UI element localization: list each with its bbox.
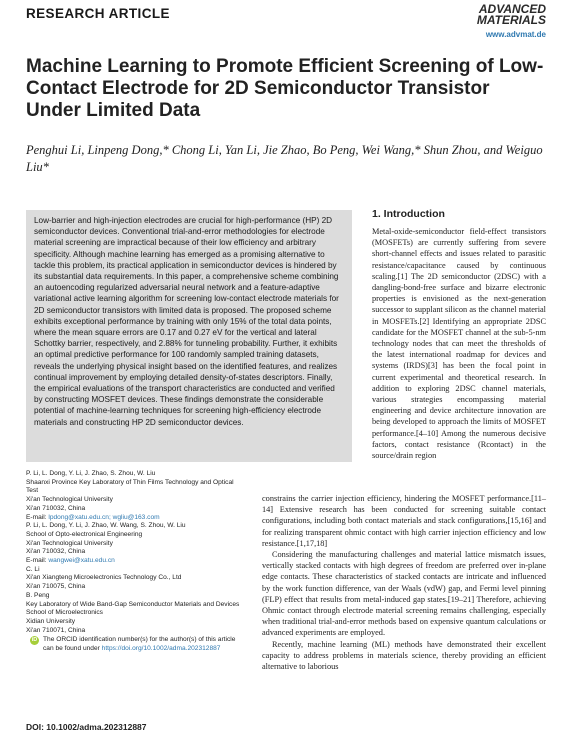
introduction-wide-text bbox=[262, 493, 546, 672]
affiliation-3-city: Xi'an 710075, China bbox=[26, 583, 86, 591]
journal-url-link[interactable]: www.advmat.de bbox=[485, 30, 546, 39]
affiliation-4-lab: Key Laboratory of Wide Band-Gap Semiconductor Materials and Devices bbox=[26, 600, 240, 608]
affiliation-2-university: Xi'an Technological University bbox=[26, 539, 113, 547]
affiliation-1-names: P. Li, L. Dong, Y. Li, J. Zhao, S. Zhou, W. Liu bbox=[26, 470, 156, 477]
affiliation-4-names: B. Peng bbox=[26, 591, 50, 599]
author-list: Penghui Li, Linpeng Dong,* Chong Li, Yan Li, Jie Zhao, Bo Peng, Wei Wang,* Shun Zhou, and Weiguo Liu* bbox=[26, 143, 543, 174]
orcid-line-1: The ORCID identification number(s) for the author(s) of this article bbox=[43, 636, 236, 644]
article-type-label: RESEARCH ARTICLE bbox=[26, 6, 170, 21]
orcid-icon: iD bbox=[31, 637, 38, 644]
journal-logo-line-1: ADVANCED bbox=[478, 2, 546, 16]
email-label: E-mail: bbox=[26, 513, 47, 521]
email-label: E-mail: bbox=[26, 557, 47, 565]
affiliation-4-school: School of Microelectronics bbox=[26, 609, 103, 617]
journal-logo bbox=[477, 4, 546, 25]
affiliation-4-city: Xi'an 710071, China bbox=[26, 626, 86, 634]
affiliation-2-school: School of Opto-electronical Engineering bbox=[26, 530, 143, 538]
affiliation-3-names: C. Li bbox=[26, 565, 40, 573]
paragraph: Considering the manufacturing challenges and material lattice mismatch issues, vertically stacked contacts with high degrees of freedom are preferred over in-plane edge contacts. These characteristics of stacked contacts are intricate and influenced by the work function difference, van der Waals (vdW) gap, and Fermi level pinning (FLP) effect that results from metal-induced gap states.[19–21] Therefore, achieving Ohmic contact through electrode material screening remains challenging, especially when traditional trial-and-error methods based on expensive quantum calculations or advanced experiments are employed. bbox=[262, 550, 546, 638]
affiliation-1-city: Xi'an 710032, China bbox=[26, 504, 86, 512]
abstract-box: Low-barrier and high-injection electrodes are crucial for high-performance (HP) 2D semiconductor devices. Conventional trial-and-error methodologies for electrode material screening are impractical because of their low efficiency and arbitrary specificity. Although machine learning has emerged as a promising alternative to tackle this problem, its practical application in semiconductor devices is hindered by its substantial data requirements. In this paper, a comprehensive scheme combining an autoencoding regularized adversarial neural network and a feature-adaptive variational active learning algorithm for screening low-contact electrode materials for 2D semiconductor transistors with limited data is proposed. The proposed scheme exhibits exceptional performance by training with only 15% of the total data points, where the mean square errors are 0.17 and 0.27 eV for the vertical and lateral Schottky barrier, respectively, and 2.88% for tunneling probability. Further, it exhibits an optimal predictive performance for 100 randomly sampled training datasets, reveals the underlying physical insight based on the identified features, and realizes continual improvement by employing detailed density-of-states descriptors. Finally, the empirical evaluations of the transport characteristics are conducted and verified by constructing MOSFET devices. These findings demonstrate the considerable potential of machine-learning techniques for screening high-efficiency electrode materials and constructing HP 2D semiconductor devices. bbox=[26, 210, 352, 462]
introduction-column-text: Metal-oxide-semiconductor field-effect transistors (MOSFETs) are currently suffering from severe short-channel effects and issues related to parasitic resistance/capacitance caused by continuous scaling.[1] The 2D semiconductor (2DSC) with a dangling-bond-free surface and bizarre electronic properties is envisioned as the next-generation successor to supplant silicon as the channel material in MOSFETs.[2] Identifying an appropriate 2DSC candidate for the MOSFET channel at the sub-5-nm technology nodes that can meet the thresholds of the latest international roadmap for devices and systems (IRDS)[3] has been the focal point in current experimental and theoretical research. In addition to exploring 2DSC channel materials, various strategies encompassing material engineering and device architecture innovation are being developed to approach the limits of MOSFET performance.[4–10] Among the numerous decisive factors, contact resistance (Rcontact) in the source/drain region bbox=[372, 227, 546, 461]
section-heading-introduction: 1. Introduction bbox=[372, 208, 445, 220]
doi-label: DOI: 10.1002/adma.202312887 bbox=[26, 722, 147, 732]
orcid-link[interactable]: https://doi.org/10.1002/adma.202312887 bbox=[101, 645, 221, 653]
affiliation-4-university: Xidian University bbox=[26, 617, 76, 625]
orcid-prefix: can be found under bbox=[43, 645, 100, 653]
affiliation-2-names: P. Li, L. Dong, Y. Li, J. Zhao, W. Wang, S. Zhou, W. Liu bbox=[26, 522, 186, 530]
orcid-line-2 bbox=[43, 645, 235, 654]
affiliation-3-organization: Xi'an Xiangteng Microelectronics Technology Co., Ltd bbox=[26, 574, 182, 582]
orcid-text bbox=[43, 636, 235, 653]
journal-logo-line-2: MATERIALS bbox=[476, 12, 546, 27]
paragraph: constrains the carrier injection efficiency, hindering the MOSFET performance.[11–14] Extensive research has been conducted for screening suitable contact configurations, including both contact materials and stack configurations,[15,16] and for realizing transparent ohmic contact with high carrier injection efficiency and low resistance.[1,17,18] bbox=[262, 494, 546, 548]
paragraph: Recently, machine learning (ML) methods have demonstrated their excellent capacity to address problems in materials science, thereby providing an efficient alternative to laborious bbox=[262, 639, 546, 672]
page-header bbox=[26, 2, 546, 40]
affiliation-1-lab: Shaanxi Province Key Laboratory of Thin Films Technology and Optical bbox=[26, 478, 234, 486]
affiliation-2-city: Xi'an 710032, China bbox=[26, 548, 86, 556]
email-link[interactable]: wangwei@xatu.edu.cn bbox=[48, 557, 115, 565]
affiliation-1-lab-cont: Test bbox=[26, 487, 39, 495]
email-link[interactable]: lpdong@xatu.edu.cn; wgliu@163.com bbox=[48, 513, 160, 521]
article-title: Machine Learning to Promote Efficient Screening of Low-Contact Electrode for 2D Semiconductor Transistor Under Limited Data bbox=[26, 56, 544, 121]
affiliation-1-university: Xi'an Technological University bbox=[26, 496, 113, 504]
